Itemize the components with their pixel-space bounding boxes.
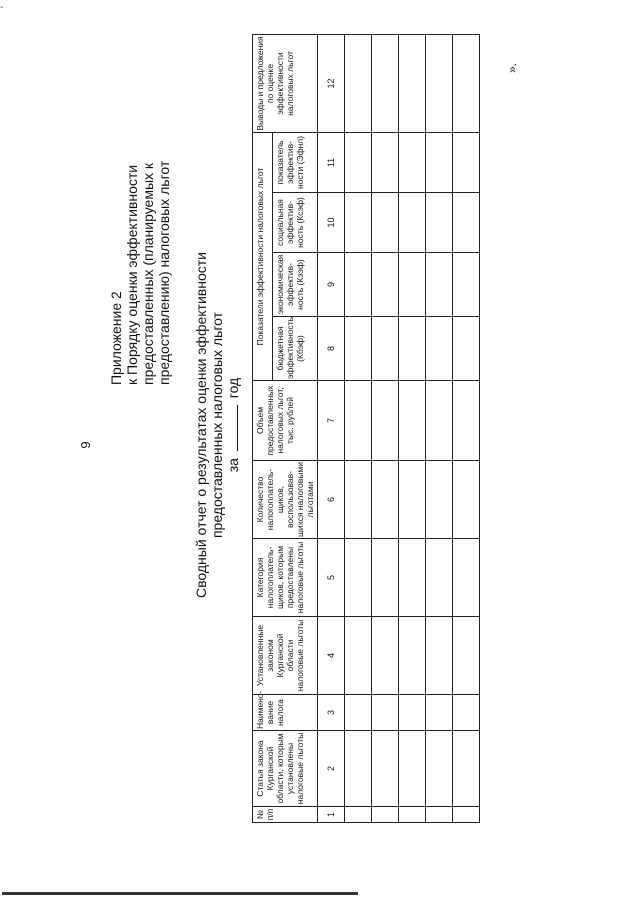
table-cell	[399, 34, 426, 132]
table-cell	[399, 617, 426, 695]
table-cell	[426, 731, 453, 807]
closing-quote: ».	[505, 62, 519, 73]
top-mark: -	[0, 2, 4, 13]
report-title	[193, 215, 241, 635]
column-number: 10	[318, 193, 345, 253]
page-number: 9	[78, 441, 93, 449]
table-cell	[453, 731, 480, 807]
header-indicators-group: Показатели эффективности налоговых льгот	[253, 132, 273, 380]
table-cell	[345, 253, 372, 317]
table-cell	[399, 193, 426, 253]
table-cell	[345, 381, 372, 461]
table-cell	[372, 132, 399, 192]
column-number: 6	[318, 461, 345, 539]
table-cell	[372, 617, 399, 695]
table-cell	[426, 132, 453, 192]
header-num: № п/п	[253, 807, 318, 823]
table-cell	[453, 253, 480, 317]
table-cell	[372, 317, 399, 381]
header-budget: бюджетная эффективность (Кбэф)	[272, 317, 318, 381]
column-number: 7	[318, 381, 345, 461]
report-title-line1: Сводный отчет о результатах оценки эффективности	[193, 252, 209, 598]
table-cell	[426, 193, 453, 253]
table-cell	[426, 34, 453, 132]
table-row	[345, 34, 372, 822]
header-tax-name: Наимено-вание налога	[253, 695, 318, 731]
column-number: 8	[318, 317, 345, 381]
table-cell	[426, 381, 453, 461]
header-volume: Объем предоставленных налоговых льгот, тыс. рублей	[253, 381, 318, 461]
table-cell	[426, 695, 453, 731]
table-cell	[426, 461, 453, 539]
table-cell	[453, 132, 480, 192]
column-number: 9	[318, 253, 345, 317]
table-cell	[453, 807, 480, 823]
header-category: Категория налогоплатель-щиков, которым предоставлены налоговые льготы	[253, 539, 318, 617]
report-year-line	[225, 215, 241, 635]
column-number: 12	[318, 34, 345, 132]
table-cell	[372, 253, 399, 317]
table-cell	[399, 461, 426, 539]
table-cell	[345, 132, 372, 192]
table-cell	[453, 617, 480, 695]
table-cell	[345, 807, 372, 823]
table-cell	[426, 253, 453, 317]
table-cell	[345, 731, 372, 807]
table-cell	[345, 695, 372, 731]
table-row	[372, 34, 399, 822]
header-economic: экономическая эффектив-ность (Кээф)	[272, 253, 318, 317]
column-number-row	[318, 34, 345, 822]
table-cell	[426, 807, 453, 823]
table-row	[426, 34, 453, 822]
year-prefix: за	[225, 458, 241, 473]
table-cell	[453, 539, 480, 617]
header-article: Статья закона Курганской области, которым установлены налоговые льготы	[253, 731, 318, 807]
table-cell	[399, 253, 426, 317]
header-total: показатель эффектив-ности (Эфнл)	[272, 132, 318, 192]
table-cell	[345, 34, 372, 132]
table-cell	[453, 317, 480, 381]
table-cell	[345, 617, 372, 695]
column-number: 3	[318, 695, 345, 731]
table-cell	[345, 317, 372, 381]
report-table	[252, 34, 480, 823]
header-count: Количество налогоплатель-щиков, воспользовав-шихся налоговыми льготами	[253, 461, 318, 539]
appendix-line: к Порядку оценки эффективности	[124, 164, 140, 385]
table-row	[399, 34, 426, 822]
table-cell	[453, 695, 480, 731]
header-conclusions: Выводы и предложения по оценке эффективности налоговых льгот	[253, 34, 318, 132]
appendix-line: предоставлению) налоговых льгот	[156, 160, 172, 385]
table-cell	[372, 539, 399, 617]
table-cell	[372, 461, 399, 539]
column-number: 5	[318, 539, 345, 617]
appendix-line: Приложение 2	[108, 291, 124, 385]
table-cell	[426, 317, 453, 381]
table-cell	[453, 34, 480, 132]
table-cell	[453, 193, 480, 253]
column-number: 11	[318, 132, 345, 192]
table-cell	[399, 317, 426, 381]
column-number: 1	[318, 807, 345, 823]
empty-rows	[345, 34, 480, 822]
column-number: 2	[318, 731, 345, 807]
table-cell	[399, 695, 426, 731]
table-row	[453, 34, 480, 822]
report-title-line2: предоставленных налоговых льгот	[209, 311, 225, 539]
table-cell	[345, 461, 372, 539]
table-cell	[372, 807, 399, 823]
table-cell	[372, 695, 399, 731]
table-cell	[453, 461, 480, 539]
table-cell	[399, 132, 426, 192]
column-number: 4	[318, 617, 345, 695]
table-cell	[345, 193, 372, 253]
table-cell	[372, 193, 399, 253]
appendix-header	[108, 65, 172, 385]
table-cell	[399, 381, 426, 461]
table-cell	[426, 539, 453, 617]
year-blank	[225, 405, 238, 451]
year-suffix: год	[225, 377, 241, 399]
table-cell	[453, 381, 480, 461]
table-cell	[372, 381, 399, 461]
table-cell	[399, 807, 426, 823]
appendix-line: предоставленных (планируемых к	[140, 162, 156, 385]
table-cell	[372, 731, 399, 807]
table-cell	[372, 34, 399, 132]
table-cell	[399, 539, 426, 617]
header-social: социальная эффектив-ность (Ксэф)	[272, 193, 318, 253]
table-cell	[345, 539, 372, 617]
table-cell	[426, 617, 453, 695]
header-established: Установленные законом Курганской области налоговые льготы	[253, 617, 318, 695]
table-cell	[399, 731, 426, 807]
